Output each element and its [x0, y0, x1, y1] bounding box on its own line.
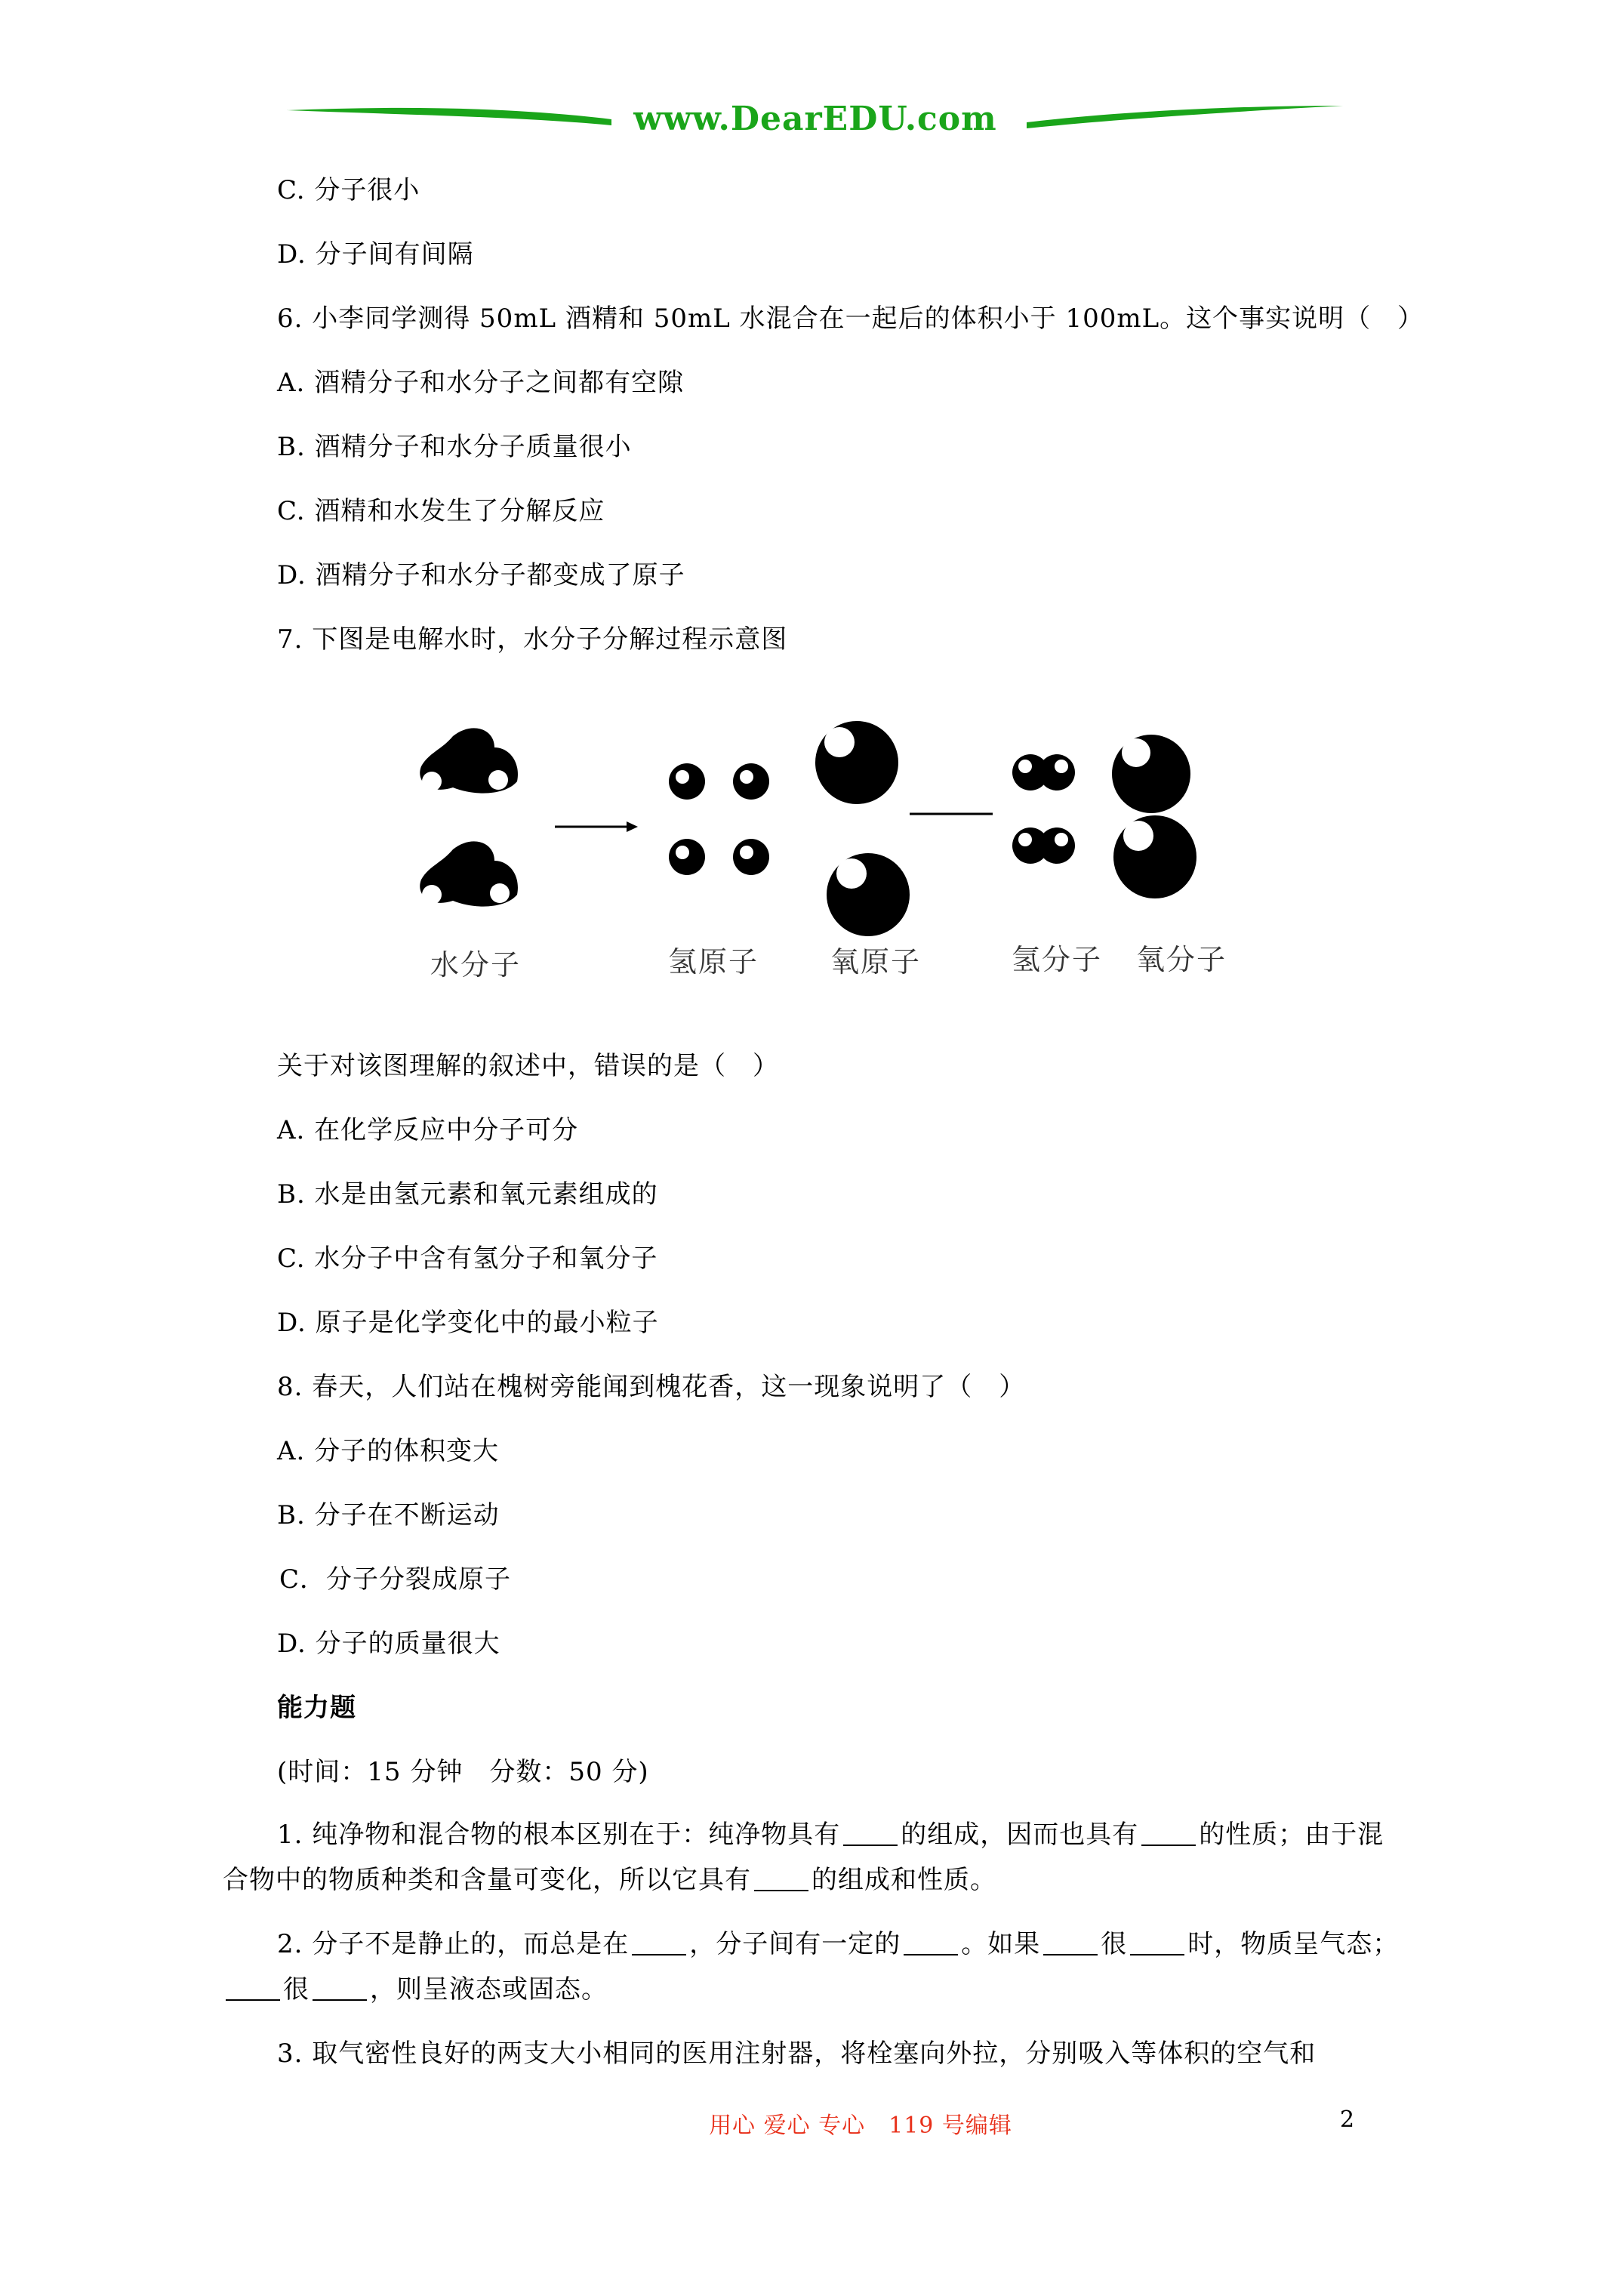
fill-question-2: [223, 1922, 1408, 2012]
fill-2-text-a: 2. 分子不是静止的，而总是在: [277, 1929, 630, 1959]
oxygen-molecule: [1112, 735, 1196, 898]
label-water-molecule: 水分子: [430, 948, 522, 982]
option-6b: B. 酒精分子和水分子质量很小: [277, 432, 632, 462]
fill-1-text-a: 1. 纯净物和混合物的根本区别在于：纯净物具有: [277, 1820, 841, 1850]
option-7b: B. 水是由氢元素和氧元素组成的: [277, 1179, 658, 1210]
fill-1-text-c: 的性质；由于混合物中的物质种类和含量可变化，所以它具有: [223, 1820, 1384, 1895]
blank: [1130, 1928, 1184, 1955]
molecule-illustration: [408, 706, 1238, 993]
option-6a: A. 酒精分子和水分子之间都有空隙: [277, 368, 685, 398]
option-6d: D. 酒精分子和水分子都变成了原子: [277, 560, 685, 590]
water-molecule-2: [420, 841, 518, 906]
blank: [1141, 1819, 1196, 1846]
option-6c: C. 酒精和水发生了分解反应: [277, 496, 605, 526]
fill-1-text-b: 的组成，因而也具有: [901, 1820, 1139, 1850]
option-8a: A. 分子的体积变大: [277, 1436, 500, 1466]
hydrogen-atoms: [669, 763, 769, 875]
option-5d: D. 分子间有间隔: [277, 239, 474, 270]
fill-question-1: [223, 1812, 1408, 1903]
label-oxygen-atom: 氧原子: [830, 945, 922, 978]
blank: [1043, 1928, 1098, 1955]
option-8b: B. 分子在不断运动: [277, 1500, 500, 1530]
electrolysis-diagram: [408, 706, 1238, 993]
fill-2-text-g: ，则呈液态或固态。: [370, 1974, 608, 2005]
oxygen-atoms: [815, 721, 910, 936]
site-logo-text: www.DearEDU.com: [633, 100, 997, 138]
question-7-stem: 关于对该图理解的叙述中，错误的是（ ）: [277, 1051, 779, 1081]
question-7: 7. 下图是电解水时，水分子分解过程示意图: [277, 624, 788, 655]
fill-2-text-b: ，分子间有一定的: [689, 1929, 901, 1959]
question-8: 8. 春天，人们站在槐树旁能闻到槐花香，这一现象说明了（ ）: [277, 1372, 1026, 1402]
blank: [843, 1819, 898, 1846]
page-header: [287, 89, 1344, 157]
question-6: 6. 小李同学测得 50mL 酒精和 50mL 水混合在一起后的体积小于 100mL。这个事实说明（ ）: [277, 304, 1424, 334]
fill-2-text-e: 时，物质呈气态；: [1187, 1929, 1400, 1959]
option-8d: D. 分子的质量很大: [277, 1629, 500, 1659]
page-number: 2: [1340, 2106, 1355, 2133]
fill-2-text-f: 很: [283, 1974, 310, 2005]
fill-2-text-d: 很: [1101, 1929, 1128, 1959]
hydrogen-molecules: [1012, 754, 1075, 864]
section-meta: (时间：15 分钟 分数：50 分): [277, 1757, 649, 1787]
fill-1-text-d: 的组成和性质。: [812, 1865, 996, 1895]
option-7d: D. 原子是化学变化中的最小粒子: [277, 1308, 659, 1338]
blank: [754, 1864, 808, 1891]
fill-question-3: 3. 取气密性良好的两支大小相同的医用注射器，将栓塞向外拉，分别吸入等体积的空气和: [277, 2039, 1317, 2069]
option-8c: C．分子分裂成原子: [279, 1564, 512, 1595]
label-oxygen-molecule: 氧分子: [1136, 943, 1227, 976]
option-7c: C. 水分子中含有氢分子和氧分子: [277, 1244, 658, 1274]
option-7a: A. 在化学反应中分子可分: [277, 1115, 579, 1145]
blank: [904, 1928, 958, 1955]
label-hydrogen-molecule: 氢分子: [1012, 943, 1103, 976]
blank: [632, 1928, 686, 1955]
footer-text: 用心 爱心 专心 119 号编辑: [709, 2113, 1012, 2139]
section-heading: 能力题: [277, 1693, 356, 1723]
blank: [313, 1974, 367, 2001]
blank: [226, 1974, 280, 2001]
reaction-arrow-1: [555, 821, 638, 832]
fill-2-text-c: 。如果: [961, 1929, 1041, 1959]
option-5c: C. 分子很小: [277, 175, 420, 205]
water-molecule-1: [420, 728, 518, 793]
label-hydrogen-atom: 氢原子: [668, 945, 759, 978]
